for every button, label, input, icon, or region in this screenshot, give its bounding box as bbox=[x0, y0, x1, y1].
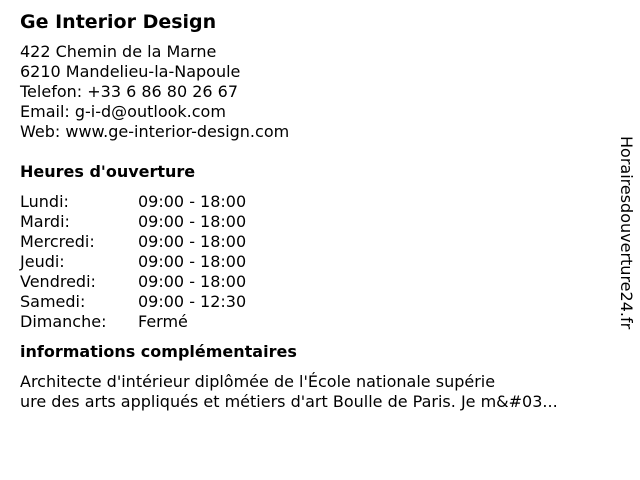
hours-time: 09:00 - 12:30 bbox=[138, 292, 247, 311]
business-name: Ge Interior Design bbox=[20, 11, 217, 33]
hours-day: Samedi: bbox=[20, 292, 86, 311]
hours-time: 09:00 - 18:00 bbox=[138, 252, 247, 271]
address-street: 422 Chemin de la Marne bbox=[20, 42, 217, 61]
hours-day: Dimanche: bbox=[20, 312, 107, 331]
hours-time: 09:00 - 18:00 bbox=[138, 212, 247, 231]
hours-row-friday bbox=[20, 272, 610, 292]
web-line: Web: www.ge-interior-design.com bbox=[20, 122, 290, 141]
info-text-line-2: ure des arts appliqués et métiers d'art Boulle de Paris. Je m&#03... bbox=[20, 392, 558, 411]
hours-row-saturday bbox=[20, 292, 610, 312]
hours-day: Vendredi: bbox=[20, 272, 96, 291]
address-city: 6210 Mandelieu-la-Napoule bbox=[20, 62, 241, 81]
hours-time: 09:00 - 18:00 bbox=[138, 192, 247, 211]
hours-row-sunday bbox=[20, 312, 610, 332]
hours-day: Mardi: bbox=[20, 212, 70, 231]
hours-time: 09:00 - 18:00 bbox=[138, 272, 247, 291]
hours-row-tuesday bbox=[20, 212, 610, 232]
hours-heading: Heures d'ouverture bbox=[20, 162, 196, 181]
hours-time: Fermé bbox=[138, 312, 188, 331]
hours-day: Jeudi: bbox=[20, 252, 65, 271]
phone-line: Telefon: +33 6 86 80 26 67 bbox=[20, 82, 239, 101]
hours-time: 09:00 - 18:00 bbox=[138, 232, 247, 251]
hours-list bbox=[20, 192, 610, 332]
hours-row-thursday bbox=[20, 252, 610, 272]
info-heading: informations complémentaires bbox=[20, 342, 297, 361]
hours-row-wednesday bbox=[20, 232, 610, 252]
business-card bbox=[20, 10, 610, 412]
hours-row-monday bbox=[20, 192, 610, 212]
email-line: Email: g-i-d@outlook.com bbox=[20, 102, 226, 121]
info-text-line-1: Architecte d'intérieur diplômée de l'École nationale supérie bbox=[20, 372, 496, 391]
hours-day: Mercredi: bbox=[20, 232, 95, 251]
site-brand-vertical: Horairesdouverture24.fr bbox=[617, 136, 636, 330]
hours-day: Lundi: bbox=[20, 192, 69, 211]
